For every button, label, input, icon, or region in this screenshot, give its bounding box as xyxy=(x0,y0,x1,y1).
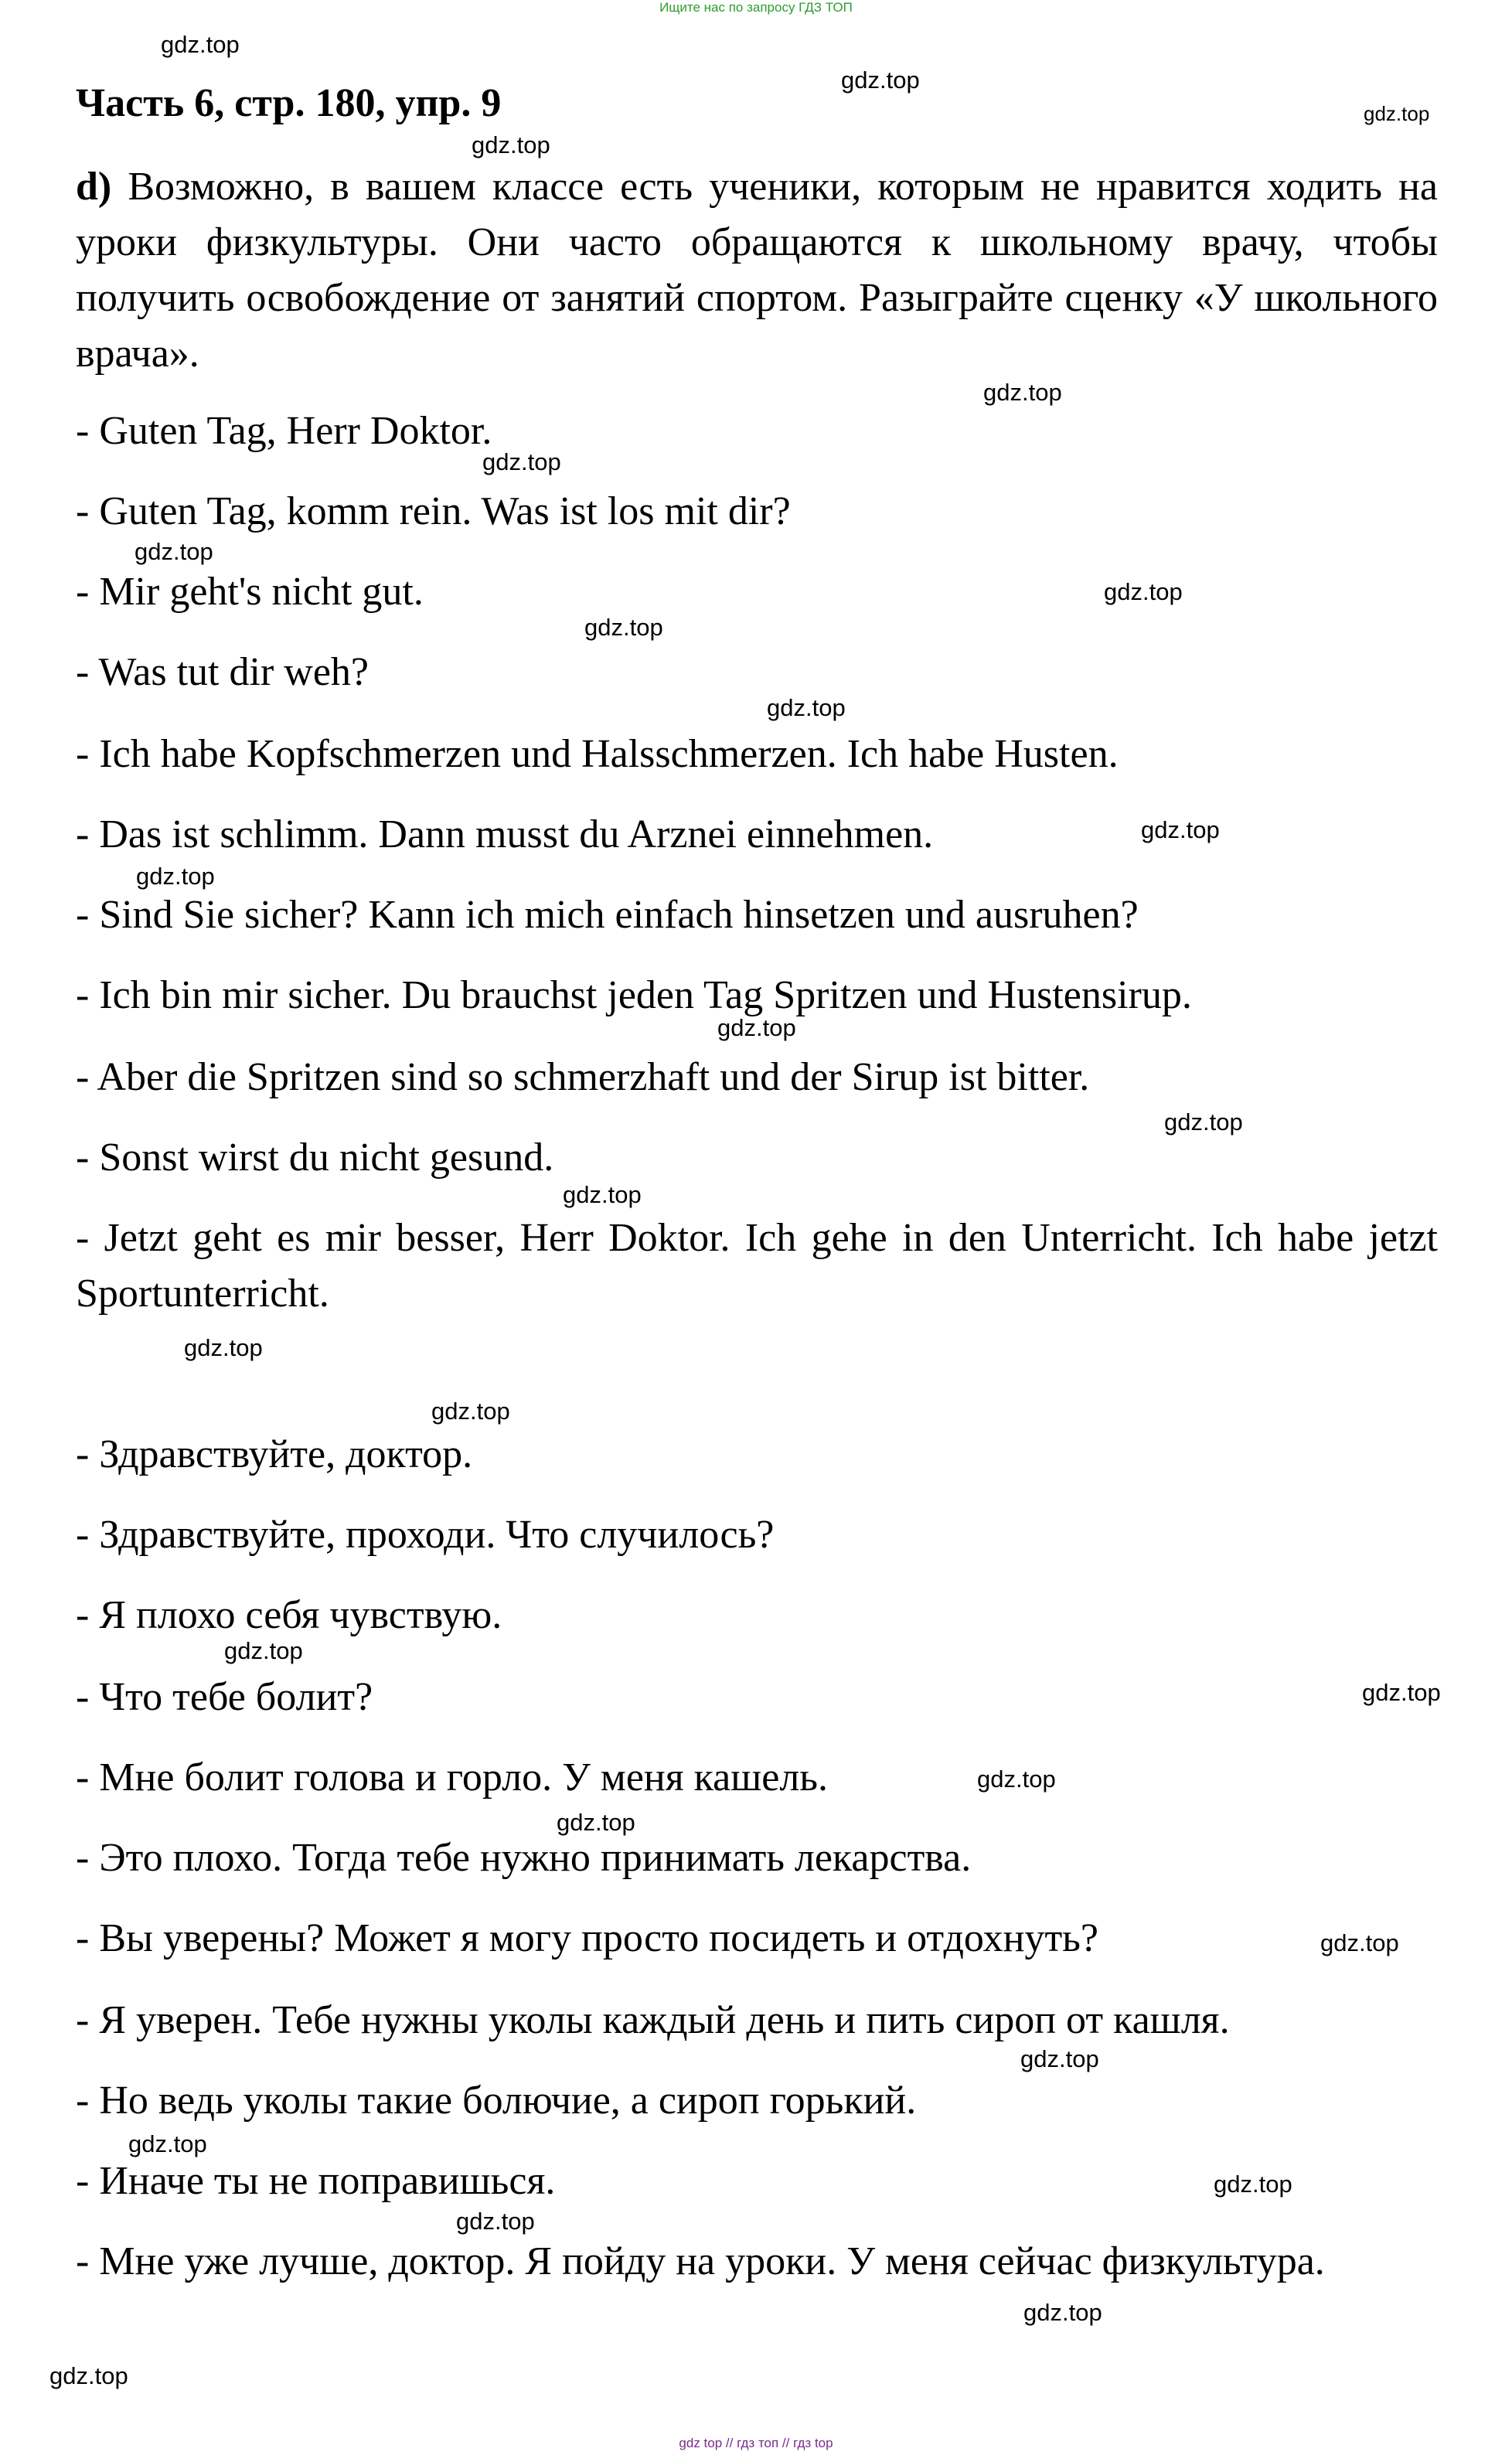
watermark: gdz.top xyxy=(184,1334,263,1361)
watermark: gdz.top xyxy=(49,2362,128,2389)
dialogue-de-line: - Aber die Spritzen sind so schmerzhaft und der Sirup ist bitter. xyxy=(76,1055,1090,1099)
watermark: gdz.top xyxy=(1320,1929,1399,1956)
dialogue-ru-line: - Здравствуйте, проходи. Что случилось? xyxy=(76,1513,775,1557)
dialogue-ru-line: - Что тебе болит? xyxy=(76,1675,373,1719)
dialogue-ru-line: - Иначе ты не поправишься. xyxy=(76,2159,556,2203)
watermark: gdz.top xyxy=(482,448,561,475)
watermark: gdz.top xyxy=(563,1181,642,1208)
watermark: gdz.top xyxy=(841,66,920,94)
bottom-banner[interactable]: gdz top // гдз топ // гдз top xyxy=(679,2436,833,2450)
dialogue-ru-line: - Здравствуйте, доктор. xyxy=(76,1432,473,1476)
dialogue-de-line: - Das ist schlimm. Dann musst du Arznei einnehmen. xyxy=(76,812,934,856)
dialogue-ru-line: - Это плохо. Тогда тебе нужно принимать лекарства. xyxy=(76,1836,972,1880)
watermark: gdz.top xyxy=(1020,2045,1099,2072)
page-title: Часть 6, стр. 180, упр. 9 xyxy=(76,81,502,125)
dialogue-de-line: - Jetzt geht es mir besser, Herr Doktor. Ich gehe in den Unterricht. Ich habe jetzt Sportunterricht. xyxy=(76,1216,1438,1316)
dialogue-ru-line: - Я уверен. Тебе нужны уколы каждый день и пить сироп от кашля. xyxy=(76,1998,1230,2042)
dialogue-de-line: - Ich habe Kopfschmerzen und Halsschmerzen. Ich habe Husten. xyxy=(76,732,1119,776)
dialogue-de-line: - Sonst wirst du nicht gesund. xyxy=(76,1136,554,1180)
task-letter: d) xyxy=(76,165,112,209)
watermark: gdz.top xyxy=(161,31,240,58)
watermark: gdz.top xyxy=(584,614,663,641)
watermark: gdz.top xyxy=(557,1809,635,1836)
dialogue-ru-line: - Мне болит голова и горло. У меня кашель. xyxy=(76,1755,828,1800)
watermark: gdz.top xyxy=(717,1014,796,1041)
watermark: gdz.top xyxy=(431,1398,510,1425)
watermark: gdz.top xyxy=(1164,1108,1243,1136)
dialogue-de-line: - Sind Sie sicher? Kann ich mich einfach hinsetzen und ausruhen? xyxy=(76,893,1139,937)
watermark: gdz.top xyxy=(1214,2171,1292,2198)
watermark: gdz.top xyxy=(135,538,213,565)
watermark: gdz.top xyxy=(136,863,215,890)
watermark: gdz.top xyxy=(224,1637,303,1664)
watermark: gdz.top xyxy=(1364,102,1430,125)
dialogue-ru-line: - Вы уверены? Может я могу просто посидеть и отдохнуть? xyxy=(76,1916,1098,1960)
dialogue-ru-line: - Но ведь уколы такие болючие, а сироп горький. xyxy=(76,2079,917,2123)
dialogue-de-line: - Was tut dir weh? xyxy=(76,650,369,694)
watermark: gdz.top xyxy=(472,131,550,158)
watermark: gdz.top xyxy=(1141,816,1220,843)
watermark: gdz.top xyxy=(1362,1679,1441,1706)
watermark: gdz.top xyxy=(977,1765,1056,1793)
watermark: gdz.top xyxy=(983,379,1062,406)
watermark: gdz.top xyxy=(128,2130,207,2157)
task-text: Возможно, в вашем классе есть ученики, которым не нравится ходить на уроки физкультуры. Они часто обращаются к школьному врачу, чтобы получить освобождение от занятий спортом. Разыграйте сценку «У школьного врача». xyxy=(76,165,1438,376)
dialogue-ru-line: - Мне уже лучше, доктор. Я пойду на уроки. У меня сейчас физкультура. xyxy=(76,2239,1325,2283)
dialogue-ru-line: - Я плохо себя чувствую. xyxy=(76,1593,502,1637)
top-banner[interactable]: Ищите нас по запросу ГДЗ ТОП xyxy=(659,0,853,15)
watermark: gdz.top xyxy=(767,694,846,721)
dialogue-de-line: - Guten Tag, komm rein. Was ist los mit dir? xyxy=(76,489,791,533)
task-description xyxy=(76,159,1438,382)
dialogue-de-line: - Ich bin mir sicher. Du brauchst jeden Tag Spritzen und Hustensirup. xyxy=(76,973,1192,1017)
watermark: gdz.top xyxy=(456,2208,535,2235)
dialogue-de-line: - Mir geht's nicht gut. xyxy=(76,570,424,614)
watermark: gdz.top xyxy=(1023,2299,1102,2326)
watermark: gdz.top xyxy=(1104,578,1183,605)
dialogue-de-line: - Guten Tag, Herr Doktor. xyxy=(76,409,492,453)
